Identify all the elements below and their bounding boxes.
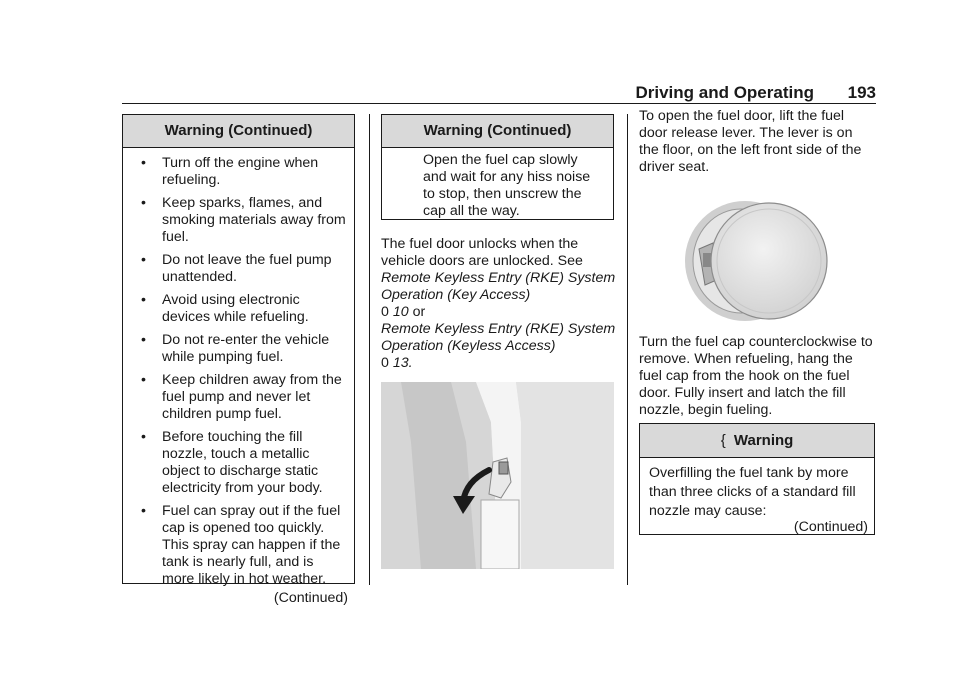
bullet-text: Before touching the fill nozzle, touch a metallic object to discharge static electricity from your body. <box>162 429 323 496</box>
open-fuel-door-paragraph: To open the fuel door, lift the fuel door release lever. The lever is on the floor, on the left front side of the driver seat. <box>639 108 862 175</box>
middle-warning-header <box>382 115 613 148</box>
fuel-door-lever-illustration <box>381 382 614 569</box>
bullet-text: Do not re-enter the vehicle while pumping fuel. <box>162 332 330 365</box>
bullet-text: Fuel can spray out if the fuel cap is opened too quickly. This spray can happen if the tank is nearly full, and is more likely in hot weather. <box>162 503 341 587</box>
bullet-dot: • <box>141 292 146 308</box>
ref-link-keyless-access[interactable]: Remote Keyless Entry (RKE) System Operation (Keyless Access) <box>381 321 616 354</box>
bullet-text: Avoid using electronic devices while refueling. <box>162 292 309 325</box>
column-divider-right <box>627 114 628 585</box>
list-item <box>135 195 346 246</box>
continued-label: (Continued) <box>793 519 868 535</box>
fuel-door-paragraph <box>381 236 619 372</box>
right-warning-header <box>640 424 874 458</box>
list-item <box>135 252 346 286</box>
bullet-dot: • <box>141 252 146 268</box>
middle-warning-text: Open the fuel cap slowly and wait for any hiss noise to stop, then unscrew the cap all the way. <box>423 152 591 219</box>
ref-page-keyless-access[interactable]: 13 <box>392 355 409 371</box>
or-text: or <box>412 304 426 320</box>
left-warning-box <box>122 114 355 606</box>
safety-bullet-list <box>123 155 354 588</box>
list-item <box>135 292 346 326</box>
left-warning-header <box>123 115 354 148</box>
page-ref-icon: 0 <box>381 304 389 320</box>
page-header <box>122 84 876 104</box>
right-warning-text: Overfilling the fuel tank by more than three clicks of a standard fill nozzle may cause: <box>649 465 856 519</box>
list-item <box>135 372 346 423</box>
list-item <box>135 155 346 189</box>
middle-warning-box <box>381 114 614 220</box>
bullet-dot: • <box>141 429 146 445</box>
continued-label: (Continued) <box>273 590 348 606</box>
fuel-cap-paragraph: Turn the fuel cap counterclockwise to remove. When refueling, hang the fuel cap from the hook on the fuel door. Fully insert and latch the fill nozzle, begin fueling. <box>639 334 873 418</box>
page-ref-icon: 0 <box>381 355 389 371</box>
header-rule <box>122 103 876 104</box>
list-item <box>135 503 346 588</box>
bullet-dot: • <box>141 503 146 519</box>
bullet-text: Keep children away from the fuel pump and never let children pump fuel. <box>162 372 342 422</box>
bullet-text: Turn off the engine when refueling. <box>162 155 319 188</box>
column-divider-left <box>369 114 370 585</box>
bullet-dot: • <box>141 372 146 388</box>
page-number: 193 <box>847 83 876 102</box>
list-item <box>135 429 346 497</box>
fuel-cap-illustration <box>683 199 831 325</box>
ref-period: . <box>408 355 413 371</box>
middle-warning-title: Warning (Continued) <box>423 122 572 139</box>
list-item <box>135 332 346 366</box>
bullet-dot: • <box>141 195 146 211</box>
bullet-dot: • <box>141 155 146 171</box>
fuel-door-text: The fuel door unlocks when the vehicle doors are unlocked. See <box>381 236 583 269</box>
ref-link-key-access[interactable]: Remote Keyless Entry (RKE) System Operation (Key Access) <box>381 270 616 303</box>
bullet-text: Do not leave the fuel pump unattended. <box>162 252 332 285</box>
ref-page-key-access[interactable]: 10 <box>392 304 409 320</box>
right-warning-box <box>639 423 875 535</box>
left-warning-title: Warning (Continued) <box>164 122 313 139</box>
bullet-dot: • <box>141 332 146 348</box>
bullet-text: Keep sparks, flames, and smoking materials away from fuel. <box>162 195 346 245</box>
warning-symbol-icon: { <box>720 432 726 449</box>
right-warning-title: Warning <box>733 432 794 449</box>
section-title: Driving and Operating <box>635 83 814 102</box>
